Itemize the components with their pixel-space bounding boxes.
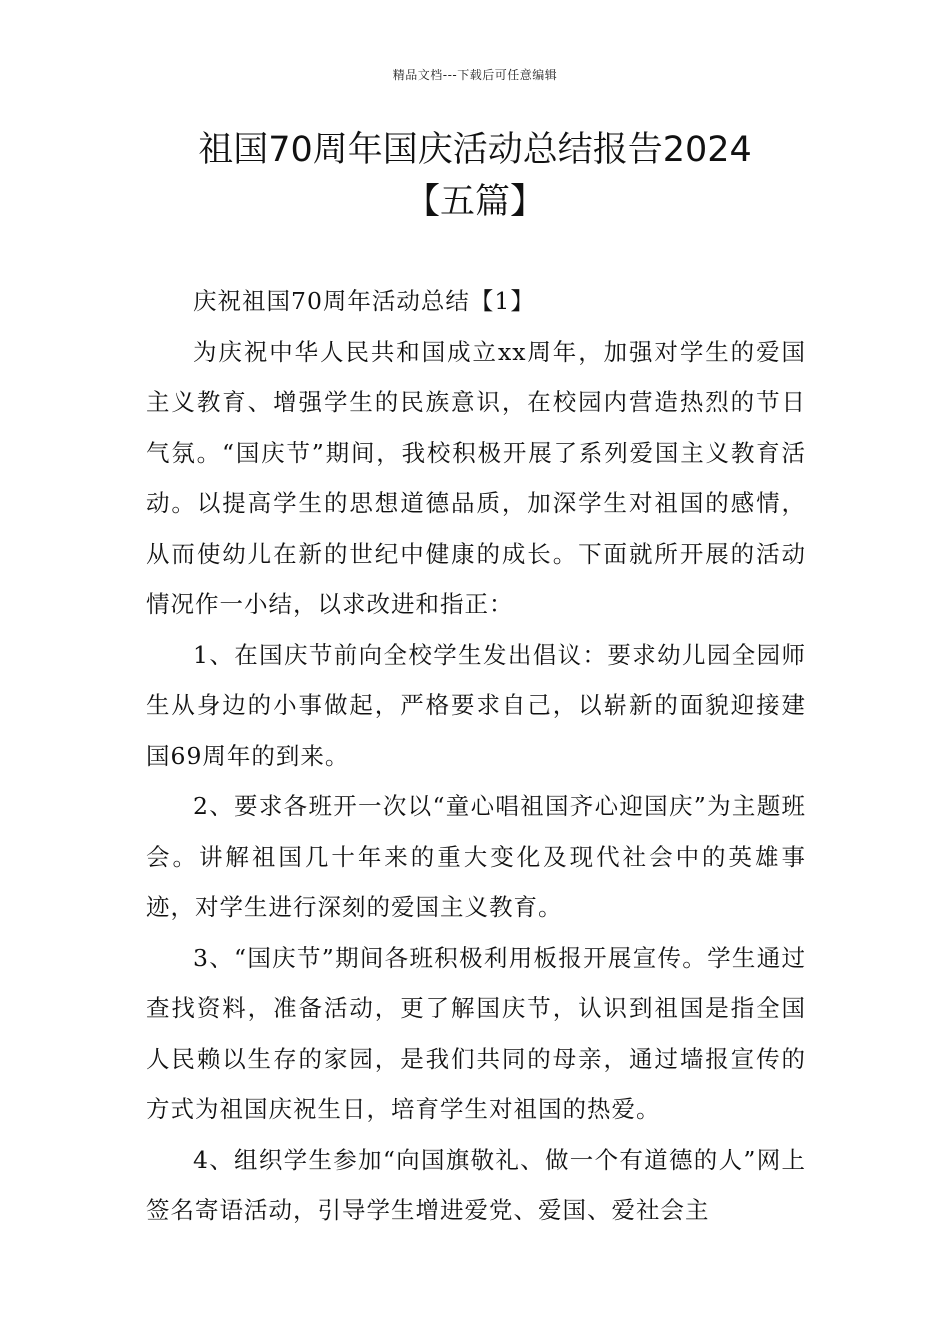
header-note: 精品文档---下载后可任意编辑 xyxy=(392,68,558,82)
title-line-1: 祖国70周年国庆活动总结报告2024 xyxy=(198,130,752,170)
paragraph-item-1: 1、在国庆节前向全校学生发出倡议：要求幼儿园全园师生从身边的小事做起，严格要求自己，以崭新的面貌迎接建国69周年的到来。 xyxy=(146,640,806,770)
document-title xyxy=(80,124,870,228)
paragraph-item-4: 4、组织学生参加“向国旗敬礼、做一个有道德的人”网上签名寄语活动，引导学生增进爱党、爱国、爱社会主 xyxy=(146,1145,806,1224)
document-body xyxy=(146,276,806,1236)
paragraph-intro: 为庆祝中华人民共和国成立xx周年，加强对学生的爱国主义教育、增强学生的民族意识，在校园内营造热烈的节日气氛。“国庆节”期间，我校积极开展了系列爱国主义教育活动。以提高学生的思想道德品质，加深学生对祖国的感情，从而使幼儿在新的世纪中健康的成长。下面就所开展的活动情况作一小结，以求改进和指正： xyxy=(146,337,806,618)
title-line-2: 【五篇】 xyxy=(404,182,545,222)
paragraph-item-2: 2、要求各班开一次以“童心唱祖国齐心迎国庆”为主题班会。讲解祖国几十年来的重大变化及现代社会中的英雄事迹，对学生进行深刻的爱国主义教育。 xyxy=(146,792,806,921)
section-heading: 庆祝祖国70周年活动总结【1】 xyxy=(193,287,535,315)
paragraph-item-3: 3、“国庆节”期间各班积极利用板报开展宣传。学生通过查找资料，准备活动，更了解国庆节，认识到祖国是指全国人民赖以生存的家园，是我们共同的母亲，通过墙报宣传的方式为祖国庆祝生日，培育学生对祖国的热爱。 xyxy=(146,943,806,1123)
